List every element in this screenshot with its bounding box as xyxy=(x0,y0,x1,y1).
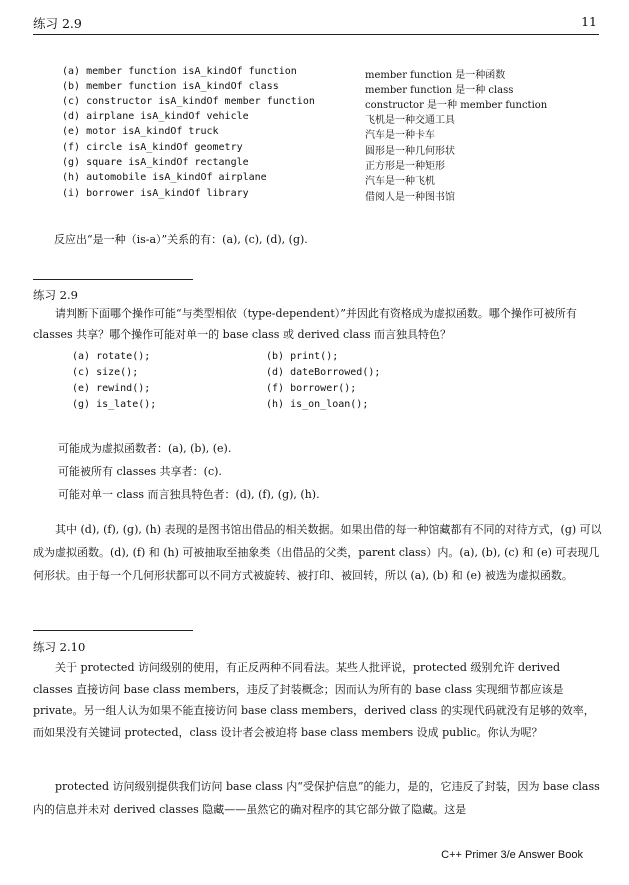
section-divider xyxy=(33,279,193,280)
list-item-note: 借阅人是一种图书馆 xyxy=(365,192,455,203)
op-item: (e) rewind(); xyxy=(72,383,151,394)
page-header xyxy=(33,12,599,35)
list-item-note: 正方形是一种矩形 xyxy=(365,161,445,172)
list-item-code: (h) automobile isA_kindOf airplane xyxy=(62,172,267,183)
op-item: (h) is_on_loan(); xyxy=(266,399,369,410)
list-item-code: (f) circle isA_kindOf geometry xyxy=(62,142,243,153)
list-item-code: (e) motor isA_kindOf truck xyxy=(62,126,219,137)
section-label: 练习 2.10 xyxy=(33,640,86,654)
list-item-note: 圆形是一种几何形状 xyxy=(365,146,455,157)
list-item-note: 汽车是一种飞机 xyxy=(365,176,435,187)
list-item-code: (c) constructor isA_kindOf member function xyxy=(62,96,315,107)
explanation-paragraph: 其中 (d), (f), (g), (h) 表现的是图书馆出借品的相关数据。如果出借的每一种馆藏都有不同的对待方式，(g) 可以成为虚拟函数。(d), (f) 和 (h) 可被抽取至抽象类（出借品的父类，parent class）内。(a), (b), (c) 和 (e) 可表现几何形状。由于每一个几何形状都可以不同方式被旋转、被打印、被回转，所以 (a), (b) 和 (e) 被选为虚拟函数。 xyxy=(33,523,602,582)
list-item-note: constructor 是一种 member function xyxy=(365,100,548,111)
section-divider xyxy=(33,630,193,631)
question-paragraph: 关于 protected 访问级别的使用，有正反两种不同看法。某些人批评说，protected 级别允许 derived classes 直接访问 base class members，违反了封装概念；因而认为所有的 base class 实现细节都应该是 private。另一组人认为如果不能直接访问 base class members，derived class 的实现代码就没有足够的效率，而如果没有关键词 protected，class 设计者会被迫将 base class members 设成 public。你认为呢？ xyxy=(33,661,595,739)
op-item: (b) print(); xyxy=(266,351,339,362)
op-item: (f) borrower(); xyxy=(266,383,357,394)
list-item-code: (b) member function isA_kindOf class xyxy=(62,81,279,92)
answer-line: 可能成为虚拟函数者：(a), (b), (e). xyxy=(58,442,232,455)
op-item: (a) rotate(); xyxy=(72,351,151,362)
list-item-note: 汽车是一种卡车 xyxy=(365,130,435,141)
list-item-code: (d) airplane isA_kindOf vehicle xyxy=(62,111,249,122)
answer-paragraph: protected 访问级别提供我们访问 base class 内“受保护信息”的能力，是的，它违反了封装，因为 base class 内的信息并未对 derived classes 隐藏——虽然它的确对程序的其它部分做了隐藏。这是 xyxy=(33,780,600,816)
page-number: 11 xyxy=(581,14,597,29)
list-item-code: (i) borrower isA_kindOf library xyxy=(62,188,249,199)
header-section: 练习 2.9 xyxy=(33,16,82,31)
list-item-note: member function 是一种函数 xyxy=(365,70,506,81)
list-item-code: (a) member function isA_kindOf function xyxy=(62,66,297,77)
answer-line: 可能被所有 classes 共享者：(c). xyxy=(58,465,222,478)
answer-line: 可能对单一 class 而言独具特色者：(d), (f), (g), (h). xyxy=(58,488,320,501)
op-item: (d) dateBorrowed(); xyxy=(266,367,381,378)
op-item: (c) size(); xyxy=(72,367,139,378)
op-item: (g) is_late(); xyxy=(72,399,157,410)
list-item-note: 飞机是一种交通工具 xyxy=(365,115,455,126)
page-footer: C++ Primer 3/e Answer Book xyxy=(441,849,583,861)
answer-paragraph: 反应出“是一种（is-a）”关系的有：(a), (c), (d), (g). xyxy=(54,233,308,246)
section-label: 练习 2.9 xyxy=(33,288,78,302)
list-item-code: (g) square isA_kindOf rectangle xyxy=(62,157,249,168)
list-item-note: member function 是一种 class xyxy=(365,85,514,96)
question-paragraph: 请判断下面哪个操作可能“与类型相依（type-dependent）”并因此有资格成为虚拟函数。哪个操作可被所有 classes 共享？哪个操作可能对单一的 base class 或 derived class 而言独具特色？ xyxy=(33,307,577,341)
